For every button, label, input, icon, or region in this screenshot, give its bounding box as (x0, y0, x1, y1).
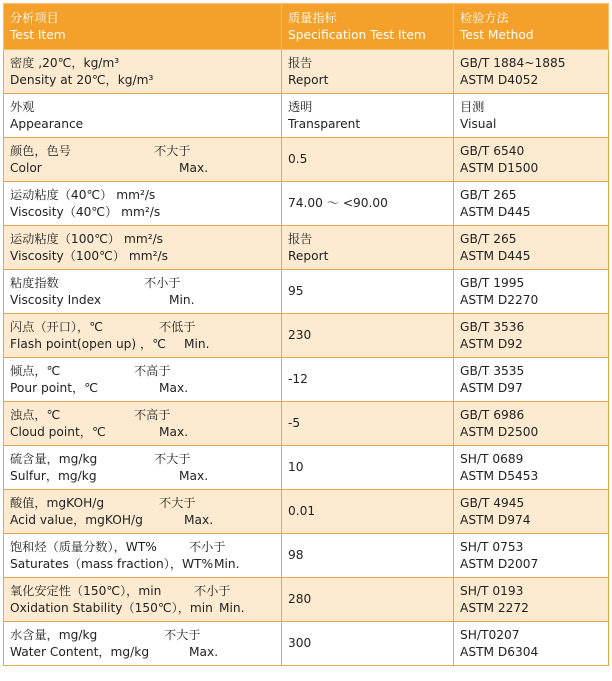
method-primary: GB/T 3535 (460, 363, 525, 378)
test-item-cn: 水含量，mg/kg (10, 627, 98, 642)
spec-en: Transparent (288, 116, 361, 131)
table-row (4, 138, 609, 182)
test-item-cell (4, 138, 282, 182)
test-method-cell (454, 358, 609, 402)
method-secondary: ASTM D974 (460, 512, 531, 527)
method-primary: GB/T 265 (460, 187, 517, 202)
spec-en: 0.01 (288, 504, 316, 518)
header-test-method-cn: 检验方法 (460, 10, 509, 25)
spec-en: Report (288, 248, 329, 263)
spec-en: 230 (288, 328, 312, 342)
test-item-cn: 粘度指数 (10, 275, 59, 290)
test-item-cn: 颜色，色号 (10, 143, 71, 158)
table-row (4, 534, 609, 578)
specification-cell (282, 622, 454, 666)
table-row (4, 402, 609, 446)
specification-cell (282, 446, 454, 490)
method-secondary: ASTM D2007 (460, 556, 539, 571)
table-row (4, 622, 609, 666)
table-row (4, 50, 609, 94)
method-primary: SH/T 0193 (460, 583, 524, 598)
method-primary: GB/T 6986 (460, 407, 525, 422)
spec-en: -5 (288, 416, 301, 430)
header-test-method-en: Test Method (460, 27, 534, 42)
test-item-cell (4, 226, 282, 270)
test-item-cn: 密度 ,20℃，kg/m³ (10, 55, 120, 70)
test-item-cell (4, 270, 282, 314)
method-secondary: ASTM D97 (460, 380, 523, 395)
method-secondary: ASTM D2270 (460, 292, 539, 307)
test-item-en: Cloud point，℃ (10, 424, 106, 439)
test-item-en: Acid value，mgKOH/g (10, 512, 143, 527)
spec-en: 74.00 ～ <90.00 (288, 196, 388, 210)
limit-en: Max. (159, 381, 189, 395)
method-primary: SH/T0207 (460, 627, 520, 642)
test-item-cell (4, 182, 282, 226)
limit-en: Max. (159, 425, 189, 439)
limit-en: Min. (214, 557, 240, 571)
test-method-cell (454, 94, 609, 138)
test-item-en: Saturates（mass fraction），WT% (10, 556, 214, 571)
method-primary: GB/T 6540 (460, 143, 525, 158)
limit-cn: 不大于 (164, 628, 201, 642)
table-row (4, 182, 609, 226)
test-method-cell (454, 314, 609, 358)
test-item-en: Oxidation Stability（150℃），min (10, 600, 213, 615)
test-item-cell (4, 94, 282, 138)
test-method-cell (454, 534, 609, 578)
test-item-en: Water Content，mg/kg (10, 644, 150, 659)
method-primary: GB/T 1884~1885 (460, 55, 566, 70)
limit-cn: 不小于 (189, 540, 226, 554)
test-method-cell (454, 402, 609, 446)
table-row (4, 446, 609, 490)
specification-cell (282, 50, 454, 94)
spec-table (3, 3, 609, 666)
test-item-cn: 运动粘度（100℃） mm²/s (10, 231, 164, 246)
spec-en: 0.5 (288, 152, 308, 166)
specification-cell (282, 314, 454, 358)
test-item-cn: 酸值，mgKOH/g (10, 495, 105, 510)
method-secondary: Visual (460, 116, 497, 131)
limit-en: Max. (189, 645, 219, 659)
specification-cell (282, 226, 454, 270)
specification-cell (282, 358, 454, 402)
test-item-cell (4, 446, 282, 490)
header-test-method (454, 4, 609, 50)
test-item-en: Viscosity（40℃） mm²/s (10, 204, 161, 219)
specification-cell (282, 270, 454, 314)
limit-cn: 不高于 (134, 408, 171, 422)
limit-cn: 不小于 (144, 276, 181, 290)
method-primary: GB/T 265 (460, 231, 517, 246)
limit-en: Max. (179, 469, 209, 483)
specification-cell (282, 138, 454, 182)
test-item-cell (4, 402, 282, 446)
method-primary: GB/T 4945 (460, 495, 525, 510)
limit-cn: 不低于 (159, 320, 196, 334)
method-primary: GB/T 3536 (460, 319, 525, 334)
test-item-en: Appearance (10, 116, 84, 131)
specification-cell (282, 182, 454, 226)
limit-en: Min. (219, 601, 245, 615)
method-primary: SH/T 0753 (460, 539, 524, 554)
test-item-cn: 硫含量，mg/kg (10, 451, 98, 466)
test-item-cell (4, 358, 282, 402)
test-item-cn: 浊点，℃ (10, 407, 61, 422)
header-specification (282, 4, 454, 50)
test-item-cell (4, 50, 282, 94)
table-row (4, 578, 609, 622)
table-row (4, 314, 609, 358)
table-row (4, 270, 609, 314)
spec-cn: 透明 (288, 99, 313, 114)
header-test-item-cn: 分析项目 (10, 10, 59, 25)
method-secondary: ASTM D6304 (460, 644, 539, 659)
limit-en: Min. (184, 337, 210, 351)
method-primary: SH/T 0689 (460, 451, 524, 466)
test-method-cell (454, 182, 609, 226)
specification-cell (282, 534, 454, 578)
table-row (4, 94, 609, 138)
test-method-cell (454, 622, 609, 666)
method-secondary: ASTM D1500 (460, 160, 539, 175)
method-primary: GB/T 1995 (460, 275, 525, 290)
test-item-en: Density at 20℃，kg/m³ (10, 72, 154, 87)
table-row (4, 226, 609, 270)
spec-cn: 报告 (288, 231, 313, 246)
spec-en: -12 (288, 372, 308, 386)
specification-cell (282, 578, 454, 622)
test-item-cell (4, 622, 282, 666)
test-item-en: Flash point(open up) ，℃ (10, 336, 166, 351)
limit-cn: 不大于 (159, 496, 196, 510)
header-test-item-en: Test Item (10, 27, 66, 42)
spec-en: 300 (288, 636, 312, 650)
limit-cn: 不高于 (134, 364, 171, 378)
test-item-en: Pour point，℃ (10, 380, 98, 395)
header-specification-cn: 质量指标 (288, 10, 337, 25)
test-item-cell (4, 490, 282, 534)
test-item-cn: 倾点，℃ (10, 363, 61, 378)
test-method-cell (454, 270, 609, 314)
spec-cn: 报告 (288, 55, 313, 70)
method-secondary: ASTM 2272 (460, 600, 529, 615)
test-item-cell (4, 578, 282, 622)
specification-cell (282, 402, 454, 446)
test-item-en: Viscosity Index (10, 292, 102, 307)
test-item-cell (4, 534, 282, 578)
method-secondary: ASTM D92 (460, 336, 523, 351)
test-item-cn: 氧化安定性（150℃），min (10, 583, 162, 598)
limit-en: Max. (179, 161, 209, 175)
test-item-en: Viscosity（100℃） mm²/s (10, 248, 168, 263)
test-item-cn: 闪点（开口），℃ (10, 319, 103, 334)
limit-en: Min. (169, 293, 195, 307)
spec-en: 98 (288, 548, 304, 562)
spec-en: 95 (288, 284, 304, 298)
test-method-cell (454, 226, 609, 270)
spec-en: 280 (288, 592, 312, 606)
header-test-item (4, 4, 282, 50)
test-item-en: Color (10, 160, 42, 175)
method-secondary: ASTM D4052 (460, 72, 539, 87)
test-method-cell (454, 138, 609, 182)
method-secondary: ASTM D445 (460, 204, 531, 219)
table-header-row (4, 4, 609, 50)
test-method-cell (454, 446, 609, 490)
test-method-cell (454, 50, 609, 94)
method-secondary: ASTM D445 (460, 248, 531, 263)
table-row (4, 358, 609, 402)
table-row (4, 490, 609, 534)
spec-en: 10 (288, 460, 304, 474)
method-secondary: ASTM D2500 (460, 424, 539, 439)
test-method-cell (454, 490, 609, 534)
limit-en: Max. (184, 513, 214, 527)
limit-cn: 不大于 (154, 144, 191, 158)
method-primary: 目测 (460, 99, 485, 114)
test-item-cn: 运动粘度（40℃） mm²/s (10, 187, 156, 202)
spec-table-container (3, 3, 608, 666)
method-secondary: ASTM D5453 (460, 468, 539, 483)
limit-cn: 不大于 (154, 452, 191, 466)
test-item-en: Sulfur，mg/kg (10, 468, 97, 483)
specification-cell (282, 490, 454, 534)
table-body (4, 50, 609, 666)
spec-en: Report (288, 72, 329, 87)
test-item-cn: 饱和烃（质量分数），WT% (10, 539, 157, 554)
header-specification-en: Specification Test Item (288, 27, 426, 42)
specification-cell (282, 94, 454, 138)
test-item-cn: 外观 (10, 99, 35, 114)
test-item-cell (4, 314, 282, 358)
limit-cn: 不小于 (194, 584, 231, 598)
test-method-cell (454, 578, 609, 622)
